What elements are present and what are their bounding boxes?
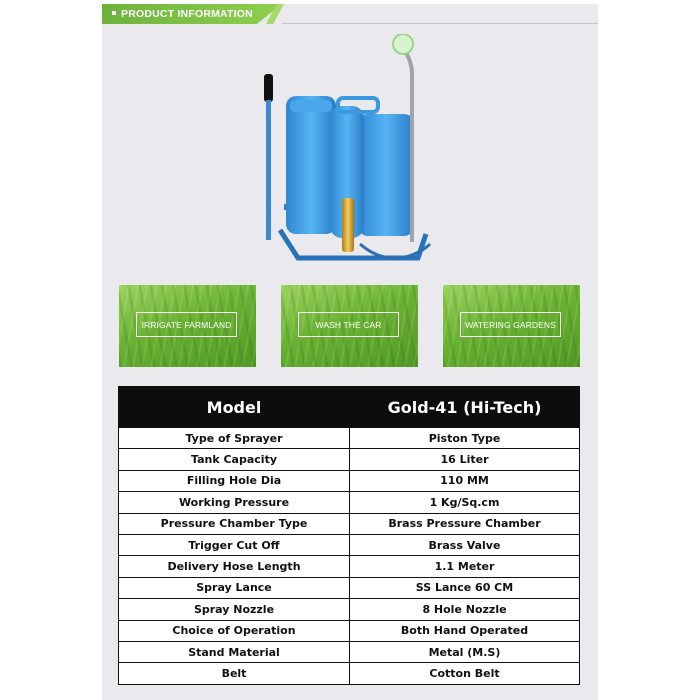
tank-right [358,114,414,236]
table-row [119,663,580,684]
square-bullet-icon [112,11,116,15]
use-tile-farmland [119,285,256,367]
spec-name: Tank Capacity [119,449,350,470]
table-row [119,641,580,662]
spec-value: 8 Hole Nozzle [350,599,580,620]
spec-header-value: Gold-41 (Hi-Tech) [350,387,580,428]
table-row [119,620,580,641]
use-tile-frame [298,312,399,337]
spec-value: Brass Valve [350,534,580,555]
table-row [119,492,580,513]
spec-name: Spray Lance [119,577,350,598]
spec-value: Both Hand Operated [350,620,580,641]
table-row [119,449,580,470]
spec-name: Pressure Chamber Type [119,513,350,534]
use-tile-label: WASH THE CAR [315,319,382,330]
table-row [119,534,580,555]
spec-value: 1.1 Meter [350,556,580,577]
spec-name: Type of Sprayer [119,428,350,449]
spec-name: Stand Material [119,641,350,662]
table-row [119,577,580,598]
tank-left [286,96,336,234]
spec-name: Choice of Operation [119,620,350,641]
spec-value: Metal (M.S) [350,641,580,662]
pump-lever [266,100,271,240]
use-tile-frame [460,312,561,337]
use-tile-car [281,285,418,367]
spec-table [118,386,580,685]
spec-value: 110 MM [350,470,580,491]
brass-pressure-chamber [342,198,354,252]
spec-name: Filling Hole Dia [119,470,350,491]
product-image [250,34,450,274]
spec-name: Delivery Hose Length [119,556,350,577]
spec-value: 16 Liter [350,449,580,470]
spec-value: Cotton Belt [350,663,580,684]
table-row [119,470,580,491]
spray-nozzle-head [393,34,413,54]
use-tile-label: WATERING GARDENS [465,319,556,330]
spec-name: Working Pressure [119,492,350,513]
use-tile-label: IRRIGATE FARMLAND [141,319,232,330]
banner-divider [282,23,598,24]
table-row [119,556,580,577]
spec-value: 1 Kg/Sq.cm [350,492,580,513]
use-tile-frame [136,312,237,337]
tank-cap [290,100,332,112]
spec-value: Piston Type [350,428,580,449]
pump-handle-grip [264,74,273,102]
section-title [112,4,253,24]
use-tile-gardens [443,285,580,367]
table-row [119,599,580,620]
table-row [119,428,580,449]
spec-name: Belt [119,663,350,684]
spec-name: Spray Nozzle [119,599,350,620]
section-title-text: PRODUCT INFORMATION [121,8,253,20]
spec-header-model: Model [119,387,350,428]
spec-value: SS Lance 60 CM [350,577,580,598]
spec-header-row [119,387,580,428]
spec-value: Brass Pressure Chamber [350,513,580,534]
table-row [119,513,580,534]
spec-name: Trigger Cut Off [119,534,350,555]
